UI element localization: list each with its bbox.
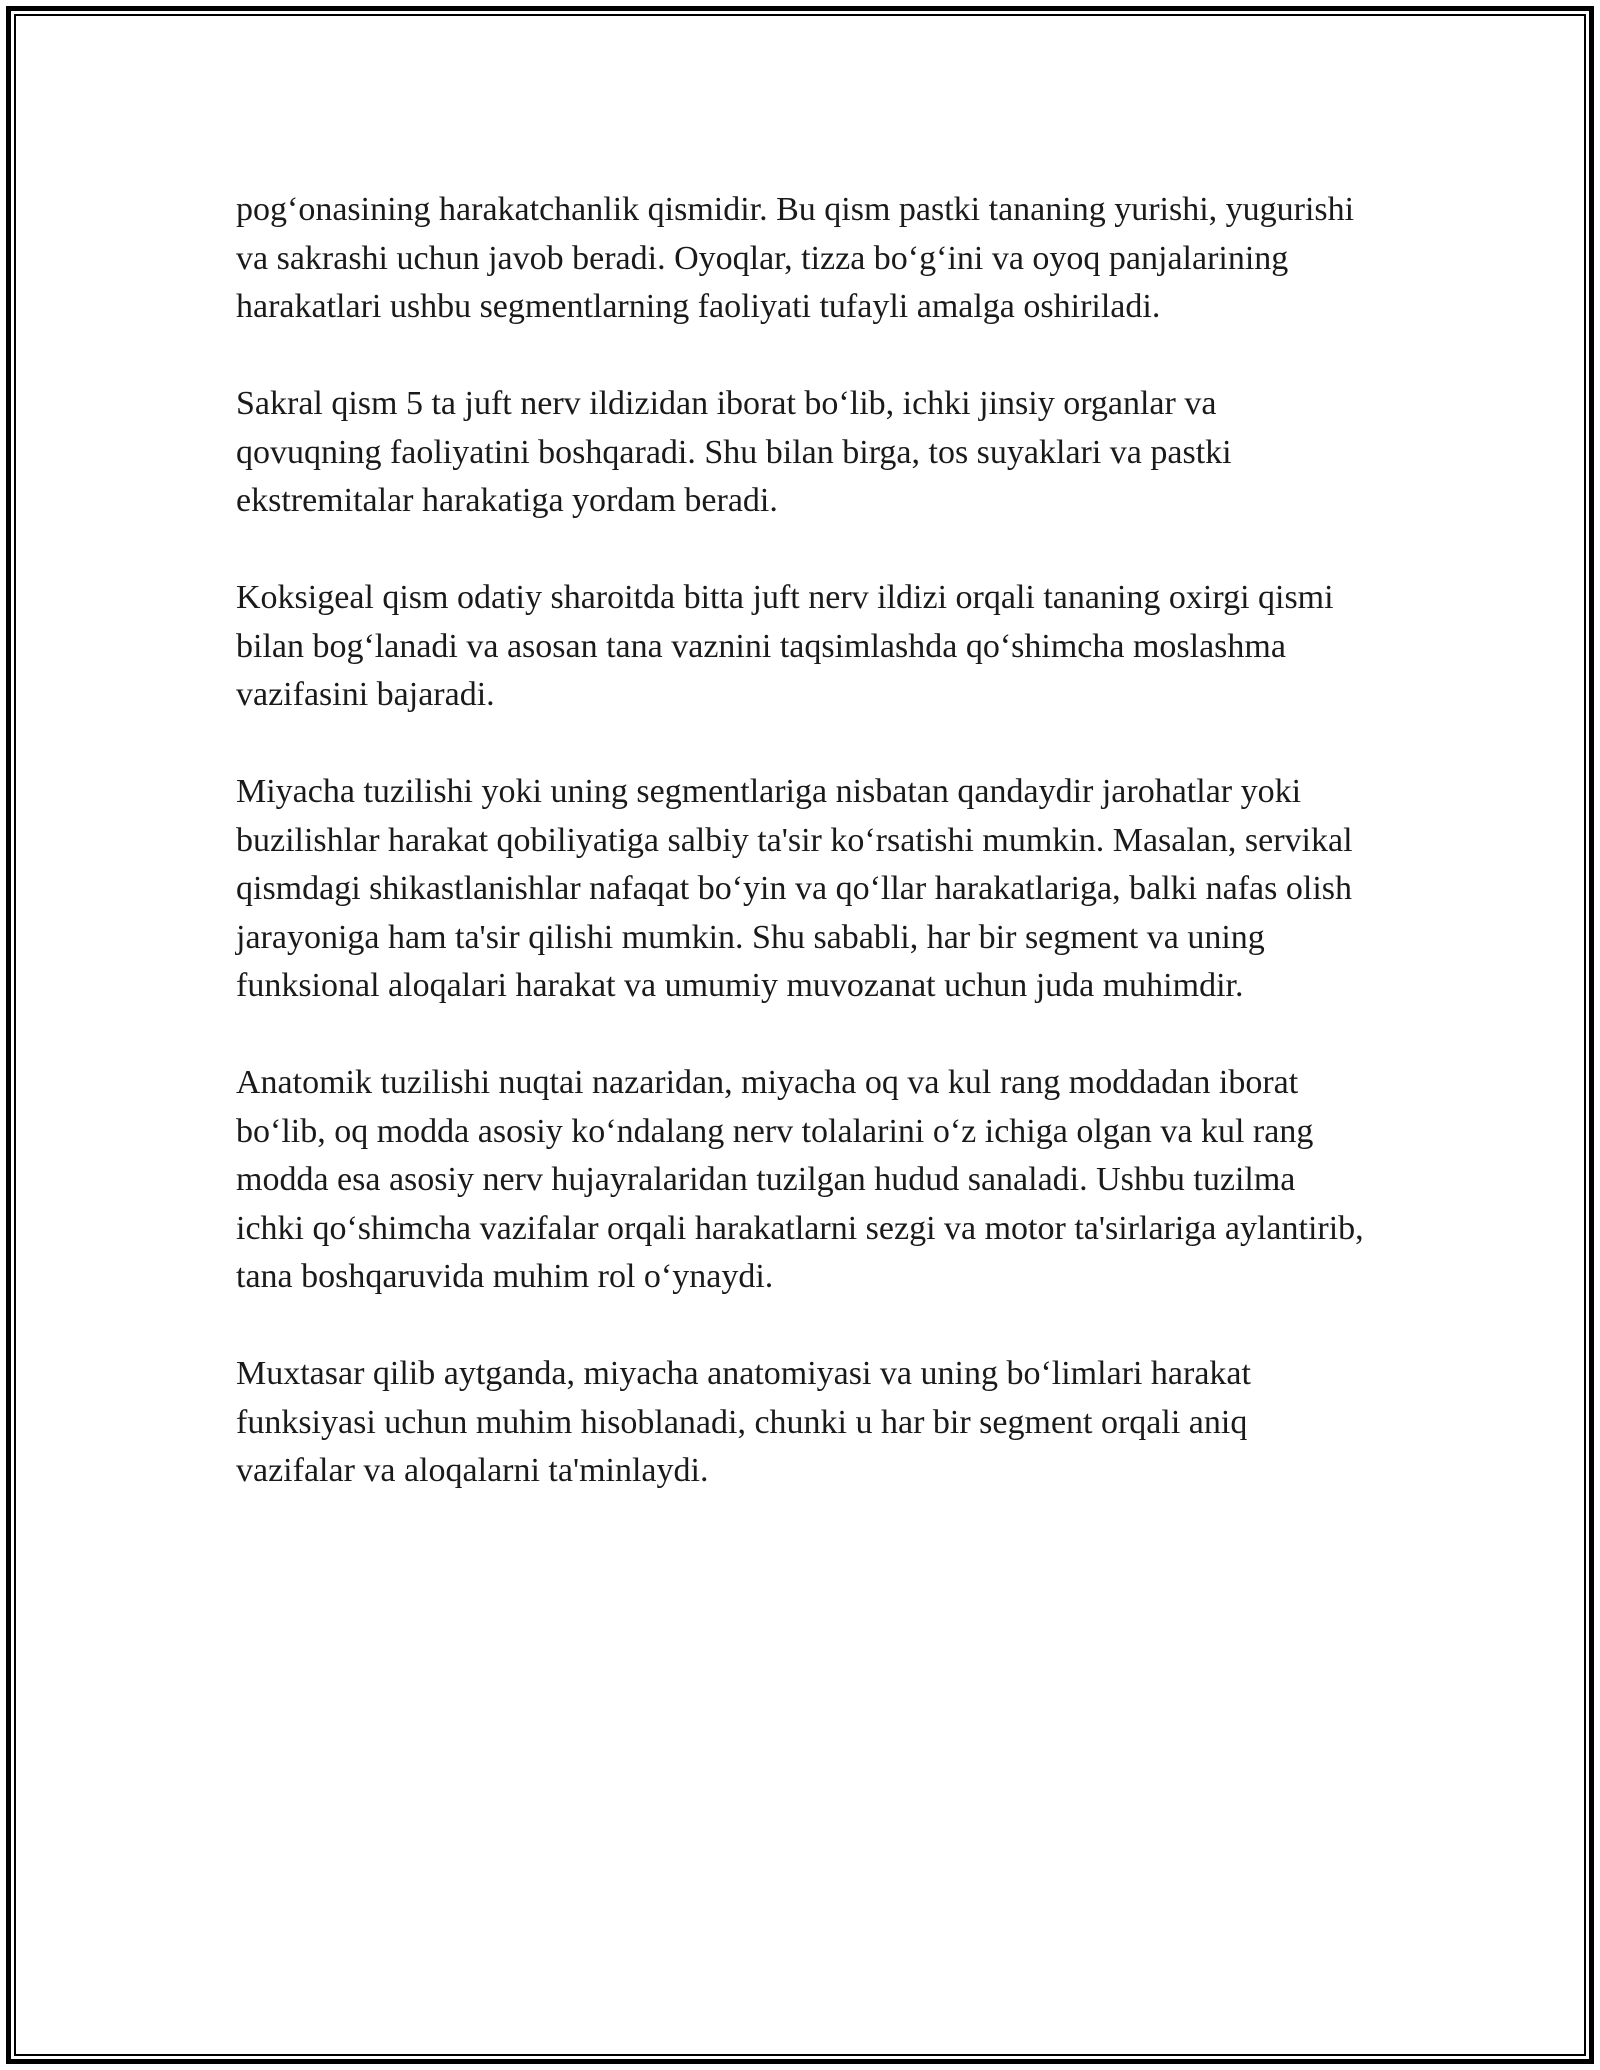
paragraph-6: Muxtasar qilib aytganda, miyacha anatomiyasi va uning bo‘limlari harakat funksiyasi uchun muhim hisoblanadi, chunki u har bir segment orqali aniq vazifalar va aloqalarni ta'minlaydi. [236, 1355, 1251, 1489]
paragraph-1: pog‘onasining harakatchanlik qismidir. Bu qism pastki tananing yurishi, yugurishi va sakrashi uchun javob beradi. Oyoqlar, tizza bo‘g‘ini va oyoq panjalarining harakatlari ushbu segmentlarning faoliyati tufayli amalga oshiriladi. [236, 191, 1355, 325]
paragraph-4: Miyacha tuzilishi yoki uning segmentlariga nisbatan qandaydir jarohatlar yoki buzilishlar harakat qobiliyatiga salbiy ta'sir ko‘rsatishi mumkin. Masalan, servikal qismdagi shikastlanishlar nafaqat bo‘yin va qo‘llar harakatlariga, balki nafas olish jarayoniga ham ta'sir qilishi mumkin. Shu sababli, har bir segment va uning funksional aloqalari harakat va umumiy muvozanat uchun juda muhimdir. [236, 773, 1353, 1004]
paragraph-5: Anatomik tuzilishi nuqtai nazaridan, miyacha oq va kul rang moddadan iborat bo‘lib, oq modda asosiy ko‘ndalang nerv tolalarini o‘z ichiga olgan va kul rang modda esa asosiy nerv hujayralaridan tuzilgan hudud sanaladi. Ushbu tuzilma ichki qo‘shimcha vazifalar orqali harakatlarni sezgi va motor ta'sirlariga aylantirib, tana boshqaruvida muhim rol o‘ynaydi. [236, 1064, 1364, 1295]
paragraph-2: Sakral qism 5 ta juft nerv ildizidan iborat bo‘lib, ichki jinsiy organlar va qovuqning faoliyatini boshqaradi. Shu bilan birga, tos suyaklari va pastki ekstremitalar harakatiga yordam beradi. [236, 385, 1232, 519]
document-body [236, 186, 1366, 1544]
paragraph-3: Koksigeal qism odatiy sharoitda bitta juft nerv ildizi orqali tananing oxirgi qismi bilan bog‘lanadi va asosan tana vaznini taqsimlashda qo‘shimcha moslashma vazifasini bajaradi. [236, 579, 1334, 713]
